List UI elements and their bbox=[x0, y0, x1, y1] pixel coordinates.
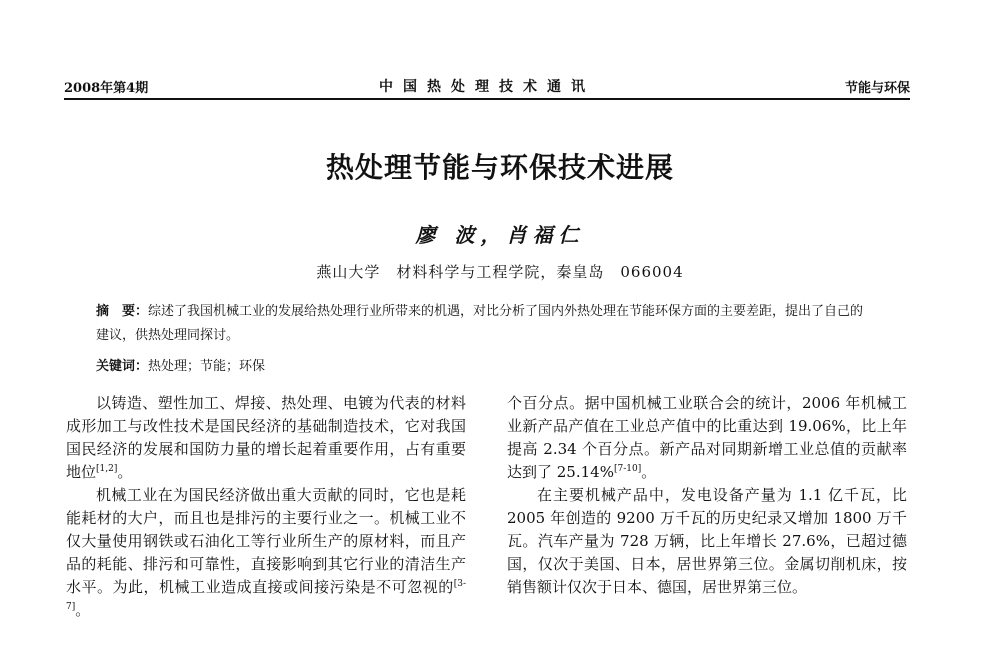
right-column bbox=[507, 392, 907, 599]
paragraph-text: 机械工业在为国民经济做出重大贡献的同时，它也是耗能耗材的大户，而且也是排污的主要行业之一。机械工业不仅大量使用钢铁或石油化工等行业所生产的原材料，而且产品的耗能、排污和可靠性，直接影响到其它行业的清洁生产水平。为此，机械工业造成直接或间接污染是不可忽视的 bbox=[66, 486, 466, 596]
abstract bbox=[96, 300, 876, 348]
paragraph-end: 。 bbox=[75, 601, 91, 619]
abstract-label: 摘 要： bbox=[96, 304, 149, 319]
abstract-text: 综述了我国机械工业的发展给热处理行业所带来的机遇，对比分析了国内外热处理在节能环保方面的主要差距，提出了自己的建议，供热处理同探讨。 bbox=[96, 304, 864, 343]
paragraph-end: 。 bbox=[117, 463, 133, 481]
authors: 廖 波，肖福仁 bbox=[415, 223, 585, 247]
keywords-label: 关键词： bbox=[96, 359, 149, 374]
keywords bbox=[96, 355, 265, 379]
paragraph bbox=[66, 392, 466, 484]
paper-title: 热处理节能与环保技术进展 bbox=[325, 151, 674, 184]
issue-label: 2008年第4期 bbox=[64, 81, 149, 96]
header-rule bbox=[64, 98, 910, 100]
running-header bbox=[64, 73, 910, 95]
paragraph bbox=[507, 392, 907, 484]
paragraph-text: 个百分点。据中国机械工业联合会的统计，2006 年机械工业新产品产值在工业总产值中的比重达到 19.06%，比上年提高 2.34 个百分点。新产品对同期新增工业总值的贡献率达到了 25.14% bbox=[507, 394, 907, 481]
citation: [1,2] bbox=[96, 464, 118, 474]
affiliation: 燕山大学 材料科学与工程学院，秦皇岛 066004 bbox=[316, 263, 684, 281]
citation: [3-7] bbox=[66, 579, 466, 612]
paragraph bbox=[66, 484, 466, 622]
section-label: 节能与环保 bbox=[844, 81, 910, 96]
left-column bbox=[66, 392, 466, 622]
citation: [7-10] bbox=[613, 464, 642, 474]
keywords-text: 热处理；节能；环保 bbox=[148, 359, 266, 374]
paragraph-end: 。 bbox=[641, 463, 657, 481]
journal-name: 中国热处理技术通讯 bbox=[379, 79, 595, 95]
paragraph bbox=[507, 484, 907, 599]
paragraph-text: 以铸造、塑性加工、焊接、热处理、电镀为代表的材料成形加工与改性技术是国民经济的基础制造技术，它对我国国民经济的发展和国防力量的增长起着重要作用，占有重要地位 bbox=[66, 394, 466, 481]
paragraph-text: 在主要机械产品中，发电设备产量为 1.1 亿千瓦，比 2005 年创造的 9200 万千瓦的历史纪录又增加 1800 万千瓦。汽车产量为 728 万辆，比上年增长 27.6%，已超过德国，仅次于美国、日本，居世界第三位。金属切削机床，按销售额计仅次于日本、德国，居世界第三位。 bbox=[507, 486, 907, 596]
